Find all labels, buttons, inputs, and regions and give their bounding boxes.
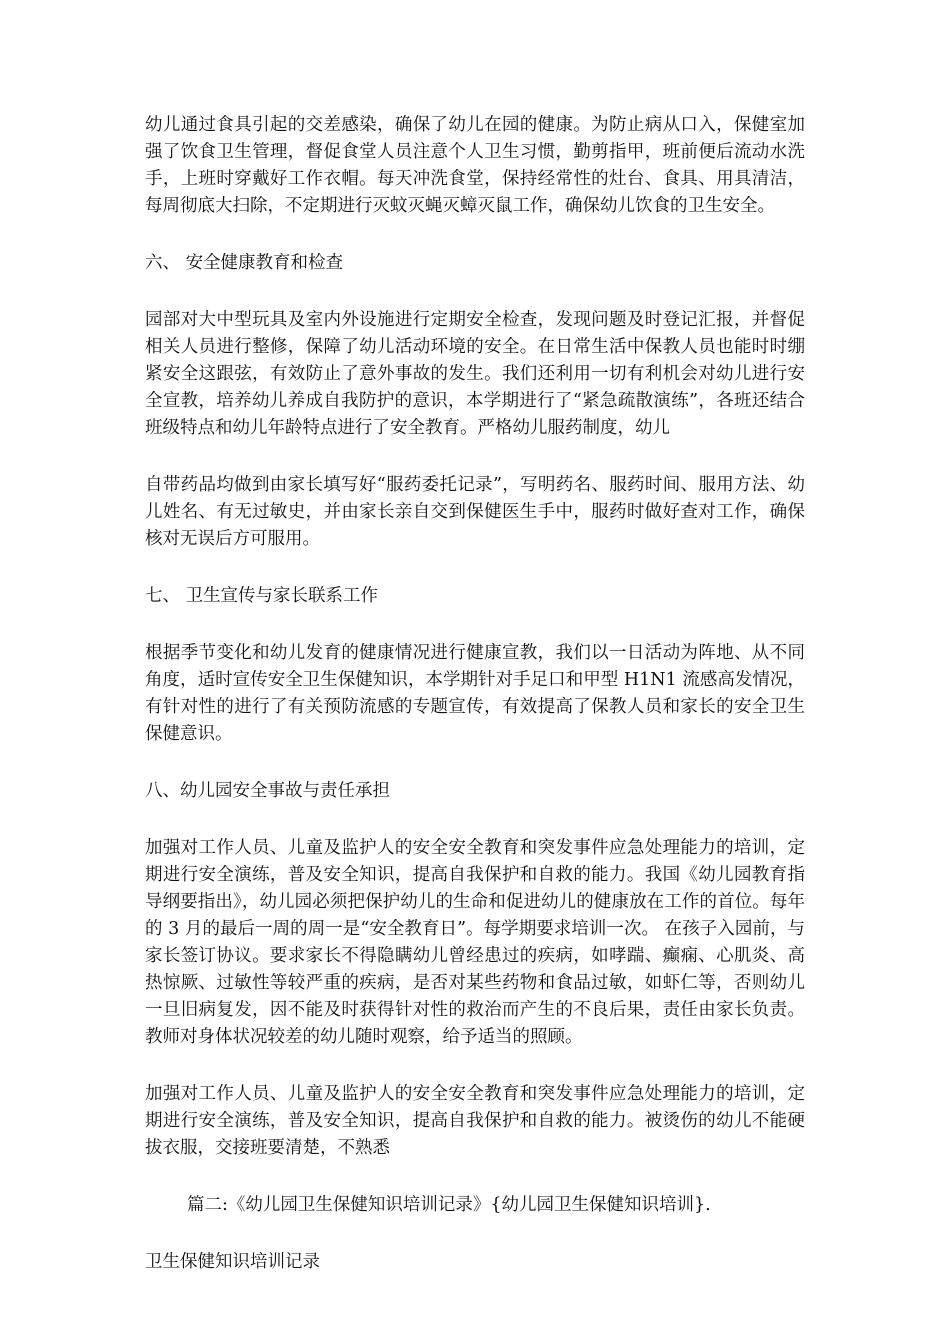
heading-section-7: 七、 卫生宣传与家长联系工作 xyxy=(145,586,379,606)
chapter-two-title: 篇二:《幼儿园卫生保健知识培训记录》{幼儿园卫生保健知识培训}. xyxy=(187,1195,711,1215)
paragraph-food-hygiene: 幼儿通过食具引起的交差感染，确保了幼儿在园的健康。为防止病从口入，保健室加强了饮食卫生管理，督促食堂人员注意个人卫生习惯，勤剪指甲，班前便后流动水洗手，上班时穿戴好工作衣帽。每天冲洗食堂，保持经常性的灶台、食具、用具清洁，每周彻底大扫除，不定期进行灭蚊灭蝇灭蟑灭鼠工作，确保幼儿饮食的卫生安全。 xyxy=(145,115,805,216)
training-record-title: 卫生保健知识培训记录 xyxy=(145,1252,320,1272)
paragraph-training: 加强对工作人员、儿童及监护人的安全安全教育和突发事件应急处理能力的培训，定期进行安全演练，普及安全知识，提高自我保护和自救的能力。被烫伤的幼儿不能硬拔衣服，交接班要清楚，不熟悉 xyxy=(145,1084,805,1158)
heading-section-6: 六、 安全健康教育和检查 xyxy=(145,253,344,273)
paragraph-medicine: 自带药品均做到由家长填写好“服药委托记录”，写明药名、服药时间、服用方法、幼儿姓名、有无过敏史，并由家长亲自交到保健医生手中，服药时做好查对工作，确保核对无误后方可服用。 xyxy=(145,475,805,549)
paragraph-accident-responsibility: 加强对工作人员、儿童及监护人的安全安全教育和突发事件应急处理能力的培训，定期进行安全演练，普及安全知识，提高自我保护和自救的能力。我国《幼儿园教育指导纲要指出》，幼儿园必须把保护幼儿的生命和促进幼儿的健康放在工作的首位。每年的 3 月的最后一周的周一是“安全教育日”。每学期要求培训一次。 在孩子入园前，与家长签订协议。要求家长不得隐瞒幼儿曾经患过的疾病，如哮踹、癫痫、心肌炎、高热惊厥、过敏性等较严重的疾病，是否对某些药物和食品过敏，如虾仁等，否则幼儿一旦旧病复发，因不能及时获得针对性的救治而产生的不良后果，责任由家长负责。教师对身体状况较差的幼儿随时观察，给予适当的照顾。 xyxy=(145,838,805,1047)
document-page xyxy=(145,112,805,1276)
heading-section-8: 八、幼儿园安全事故与责任承担 xyxy=(145,781,390,801)
paragraph-safety-check: 园部对大中型玩具及室内外设施进行定期安全检查，发现问题及时登记汇报，并督促相关人员进行整修，保障了幼儿活动环境的安全。在日常生活中保教人员也能时时绷紧安全这跟弦，有效防止了意外事故的发生。我们还利用一切有利机会对幼儿进行安全宣教，培养幼儿养成自我防护的意识，本学期进行了“紧急疏散演练”，各班还结合班级特点和幼儿年龄特点进行了安全教育。严格幼儿服药制度，幼儿 xyxy=(145,310,805,438)
paragraph-health-promotion: 根据季节变化和幼儿发育的健康情况进行健康宣教，我们以一日活动为阵地、从不同角度，适时宣传安全卫生保健知识，本学期针对手足口和甲型 H1N1 流感高发情况，有针对性的进行了有关预防流感的专题宣传，有效提高了保教人员和家长的安全卫生保健意识。 xyxy=(145,643,805,744)
